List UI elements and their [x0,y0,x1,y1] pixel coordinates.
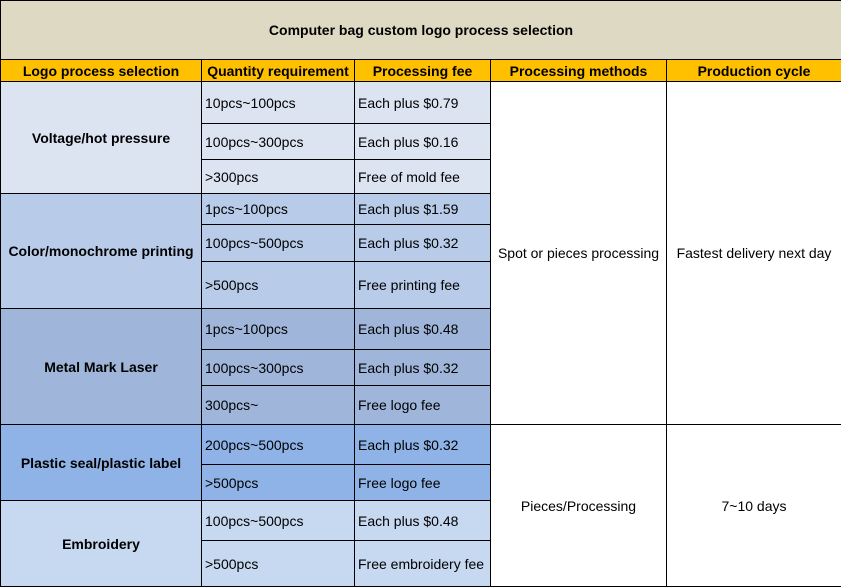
production-cycle-b: 7~10 days [667,425,841,587]
page-title: Computer bag custom logo process selection [1,1,841,60]
fee-cell: Each plus $0.79 [355,82,491,124]
quantity-cell: 100pcs~300pcs [202,124,355,160]
fee-cell: Free embroidery fee [355,541,491,587]
header-fee: Processing fee [355,60,491,82]
quantity-cell: >300pcs [202,160,355,194]
header-quantity: Quantity requirement [202,60,355,82]
quantity-cell: >500pcs [202,465,355,501]
processing-methods-a: Spot or pieces processing [491,82,667,425]
process-name: Plastic seal/plastic label [1,425,202,501]
quantity-cell: 10pcs~100pcs [202,82,355,124]
header-cycle: Production cycle [667,60,841,82]
title-row [1,1,841,60]
process-name: Color/monochrome printing [1,194,202,309]
quantity-cell: 200pcs~500pcs [202,425,355,465]
header-methods: Processing methods [491,60,667,82]
table-row [1,82,841,124]
quantity-cell: 1pcs~100pcs [202,309,355,350]
fee-cell: Each plus $0.48 [355,309,491,350]
quantity-cell: 100pcs~500pcs [202,225,355,262]
quantity-cell: >500pcs [202,541,355,587]
fee-cell: Free printing fee [355,262,491,309]
fee-cell: Free logo fee [355,386,491,425]
process-name: Embroidery [1,501,202,587]
table-row [1,425,841,465]
header-process: Logo process selection [1,60,202,82]
fee-cell: Free of mold fee [355,160,491,194]
fee-cell: Each plus $0.32 [355,350,491,386]
fee-cell: Each plus $0.32 [355,425,491,465]
quantity-cell: 100pcs~300pcs [202,350,355,386]
production-cycle-a: Fastest delivery next day [667,82,841,425]
header-row [1,60,841,82]
quantity-cell: 300pcs~ [202,386,355,425]
fee-cell: Each plus $0.16 [355,124,491,160]
fee-cell: Each plus $0.32 [355,225,491,262]
processing-methods-b: Pieces/Processing [491,425,667,587]
fee-cell: Each plus $0.48 [355,501,491,541]
fee-cell: Each plus $1.59 [355,194,491,225]
quantity-cell: >500pcs [202,262,355,309]
fee-cell: Free logo fee [355,465,491,501]
quantity-cell: 100pcs~500pcs [202,501,355,541]
process-name: Voltage/hot pressure [1,82,202,194]
process-name: Metal Mark Laser [1,309,202,425]
quantity-cell: 1pcs~100pcs [202,194,355,225]
